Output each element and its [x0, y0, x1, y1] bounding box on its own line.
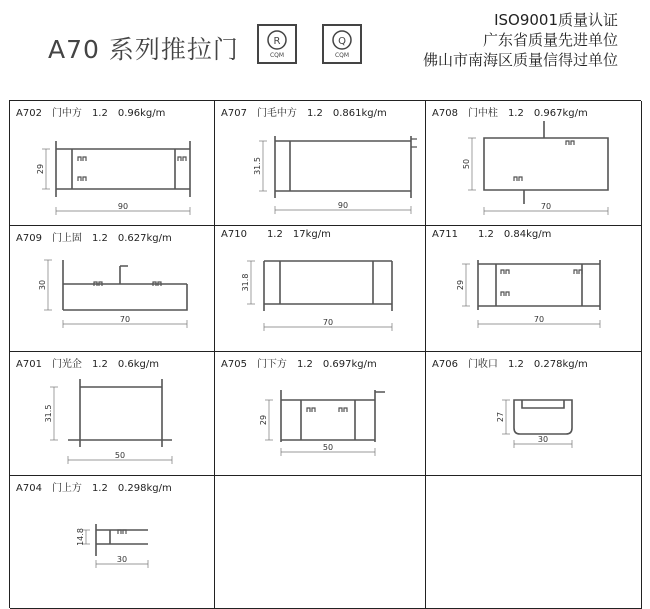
height-dimension: 29: [259, 414, 268, 426]
width-dimension: 70: [533, 315, 545, 324]
profile-name: 门收口: [467, 359, 498, 370]
profile-cell: [215, 101, 426, 226]
profile-name: 门光企: [51, 359, 82, 370]
profile-weight: 0.6kg/m: [117, 359, 159, 370]
profile-cell: [215, 226, 426, 352]
width-dimension: 70: [119, 315, 131, 324]
profile-thickness: 1.2: [306, 108, 323, 119]
logo-r-text: CQM: [269, 52, 285, 59]
profile-thickness: 1.2: [507, 359, 524, 370]
height-dimension: 29: [456, 279, 465, 291]
svg-text:R: R: [273, 36, 281, 47]
cert-line-1: ISO9001质量认证: [494, 11, 618, 29]
page-title: A70 系列推拉门: [48, 35, 239, 64]
profile-code: A710: [221, 229, 247, 240]
profile-code: A704: [16, 483, 42, 494]
profile-cell: [215, 352, 426, 476]
profile-section-drawing: [10, 101, 215, 226]
profile-name: 门中柱: [467, 108, 498, 119]
cert-line-2: 广东省质量先进单位: [482, 31, 618, 49]
profile-weight: 17kg/m: [292, 229, 331, 240]
profile-section-drawing: [10, 352, 215, 476]
width-dimension: 70: [322, 318, 334, 327]
profile-thickness: 1.2: [266, 229, 283, 240]
width-dimension: 50: [322, 443, 334, 452]
profile-code: A711: [432, 229, 458, 240]
profile-weight: 0.967kg/m: [533, 108, 588, 119]
profile-thickness: 1.2: [507, 108, 524, 119]
profile-code: A705: [221, 359, 247, 370]
profile-cell: [10, 101, 215, 226]
height-dimension: 31.5: [44, 404, 53, 423]
profile-cell: [426, 101, 642, 226]
profile-thickness: 1.2: [91, 359, 108, 370]
profile-cell: [10, 226, 215, 352]
profile-weight: 0.861kg/m: [332, 108, 387, 119]
profile-section-drawing: [426, 101, 642, 226]
height-dimension: 14.8: [76, 528, 85, 546]
profile-name: 门上固: [51, 233, 82, 244]
width-dimension: 50: [114, 451, 126, 460]
profile-cell: [10, 352, 215, 476]
cert-line-3: 佛山市南海区质量信得过单位: [422, 51, 618, 69]
profile-weight: 0.298kg/m: [117, 483, 172, 494]
profile-section-drawing: [426, 226, 642, 352]
width-dimension: 90: [117, 202, 129, 211]
profile-section-drawing: [215, 101, 426, 226]
height-dimension: 30: [38, 279, 47, 291]
empty-cell: [215, 476, 426, 609]
empty-cell: [426, 476, 642, 609]
profile-code: A702: [16, 108, 42, 119]
profile-section-drawing: [215, 226, 426, 352]
profile-section-drawing: [10, 476, 215, 609]
certification-q-logo: [322, 24, 362, 64]
profile-cell: [426, 226, 642, 352]
profile-code: A709: [16, 233, 42, 244]
profile-name: 门上方: [51, 483, 82, 494]
height-dimension: 31.5: [253, 157, 262, 175]
profile-cell: [10, 476, 215, 609]
profile-name: 门中方: [51, 108, 82, 119]
svg-text:Q: Q: [338, 36, 346, 47]
certifications: [423, 10, 618, 70]
profile-code: A701: [16, 359, 42, 370]
certification-r-logo: [257, 24, 297, 64]
height-dimension: 29: [36, 163, 45, 175]
profile-section-drawing: [10, 226, 215, 352]
profile-weight: 0.84kg/m: [503, 229, 552, 240]
profile-name: 门下方: [256, 359, 287, 370]
profile-grid: [9, 100, 641, 608]
profile-weight: 0.278kg/m: [533, 359, 588, 370]
profile-weight: 0.697kg/m: [322, 359, 377, 370]
profile-thickness: 1.2: [477, 229, 494, 240]
profile-thickness: 1.2: [91, 233, 108, 244]
width-dimension: 30: [537, 435, 549, 444]
profile-thickness: 1.2: [91, 108, 108, 119]
profile-cell: [426, 352, 642, 476]
height-dimension: 50: [462, 158, 471, 170]
profile-weight: 0.96kg/m: [117, 108, 166, 119]
profile-code: A708: [432, 108, 458, 119]
width-dimension: 30: [116, 555, 128, 564]
page-header: [0, 0, 650, 95]
height-dimension: 27: [496, 411, 505, 423]
height-dimension: 31.8: [241, 273, 250, 292]
width-dimension: 70: [540, 202, 552, 211]
profile-weight: 0.627kg/m: [117, 233, 172, 244]
profile-code: A706: [432, 359, 458, 370]
profile-section-drawing: [215, 352, 426, 476]
profile-name: 门毛中方: [256, 108, 297, 119]
profile-thickness: 1.2: [296, 359, 313, 370]
logo-q-text: CQM: [334, 52, 350, 59]
profile-section-drawing: [426, 352, 642, 476]
width-dimension: 90: [337, 201, 349, 210]
profile-thickness: 1.2: [91, 483, 108, 494]
profile-code: A707: [221, 108, 247, 119]
